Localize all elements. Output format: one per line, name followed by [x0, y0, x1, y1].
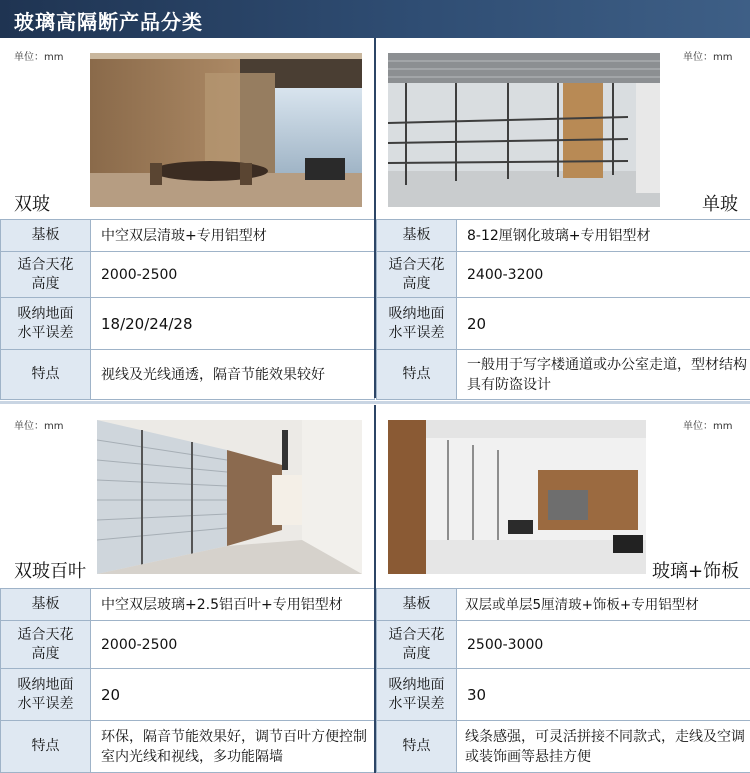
table-row	[1, 220, 375, 252]
row-label-tolerance: 吸纳地面水平误差	[1, 298, 91, 350]
spec-table	[0, 219, 375, 400]
table-row	[1, 350, 375, 400]
spec-table	[0, 588, 375, 773]
table-row	[1, 669, 375, 721]
tolerance-value: 30	[457, 669, 750, 721]
page-title-bar	[0, 0, 750, 38]
product-name: 单玻	[702, 194, 738, 215]
row-label-feature: 特点	[1, 350, 91, 400]
table-row	[377, 721, 750, 773]
product-card-double-glass	[0, 38, 374, 398]
base-value: 中空双层玻璃+2.5铝百叶+专用铝型材	[91, 589, 375, 621]
table-row	[377, 669, 750, 721]
feature-value: 一般用于写字楼通道或办公室走道，型材结构具有防盗设计	[457, 350, 750, 400]
table-row	[1, 721, 375, 773]
table-row	[1, 298, 375, 350]
product-photo	[90, 53, 362, 207]
tolerance-value: 20	[457, 298, 750, 350]
table-row	[1, 589, 375, 621]
spec-table	[376, 219, 750, 400]
ceiling-value: 2000-2500	[91, 621, 375, 669]
unit-label: 单位：mm	[14, 52, 64, 63]
feature-value: 环保，隔音节能效果好，调节百叶方便控制室内光线和视线，多功能隔墙	[91, 721, 375, 773]
table-row	[377, 589, 750, 621]
row-label-feature: 特点	[377, 721, 457, 773]
product-name: 双玻	[14, 194, 50, 215]
product-card-single-glass	[376, 38, 750, 398]
table-row	[377, 298, 750, 350]
section-divider	[0, 401, 750, 404]
ceiling-value: 2500-3000	[457, 621, 750, 669]
row-label-base: 基板	[1, 589, 91, 621]
unit-label: 单位：mm	[14, 421, 64, 432]
table-row	[377, 621, 750, 669]
row-label-base: 基板	[377, 589, 457, 621]
table-row	[1, 621, 375, 669]
feature-value: 线条感强，可灵活拼接不同款式，走线及空调或装饰画等悬挂方便	[457, 721, 750, 773]
ceiling-value: 2400-3200	[457, 252, 750, 298]
base-value: 中空双层清玻+专用铝型材	[91, 220, 375, 252]
row-label-tolerance: 吸纳地面水平误差	[1, 669, 91, 721]
ceiling-value: 2000-2500	[91, 252, 375, 298]
feature-value: 视线及光线通透，隔音节能效果较好	[91, 350, 375, 400]
column-divider	[374, 405, 376, 773]
row-label-base: 基板	[377, 220, 457, 252]
tolerance-value: 18/20/24/28	[91, 298, 375, 350]
row-label-ceiling: 适合天花高度	[1, 252, 91, 298]
product-photo	[388, 420, 646, 574]
product-name: 玻璃+饰板	[652, 561, 740, 582]
row-label-ceiling: 适合天花高度	[377, 252, 457, 298]
table-row	[1, 252, 375, 298]
table-row	[377, 252, 750, 298]
unit-label: 单位：mm	[683, 421, 733, 432]
product-card-glass-panel	[376, 405, 750, 773]
spec-table	[376, 588, 750, 773]
tolerance-value: 20	[91, 669, 375, 721]
row-label-tolerance: 吸纳地面水平误差	[377, 298, 457, 350]
product-photo	[388, 53, 660, 207]
product-card-double-glass-blinds	[0, 405, 374, 773]
row-label-tolerance: 吸纳地面水平误差	[377, 669, 457, 721]
table-row	[377, 350, 750, 400]
row-label-ceiling: 适合天花高度	[377, 621, 457, 669]
unit-label: 单位：mm	[683, 52, 733, 63]
base-value: 8-12厘钢化玻璃+专用铝型材	[457, 220, 750, 252]
row-label-base: 基板	[1, 220, 91, 252]
column-divider	[374, 38, 376, 398]
product-name: 双玻百叶	[14, 561, 86, 582]
row-label-ceiling: 适合天花高度	[1, 621, 91, 669]
product-photo	[97, 420, 362, 574]
table-row	[377, 220, 750, 252]
base-value: 双层或单层5厘清玻+饰板+专用铝型材	[457, 589, 750, 621]
page-title: 玻璃高隔断产品分类	[14, 10, 203, 34]
row-label-feature: 特点	[1, 721, 91, 773]
row-label-feature: 特点	[377, 350, 457, 400]
